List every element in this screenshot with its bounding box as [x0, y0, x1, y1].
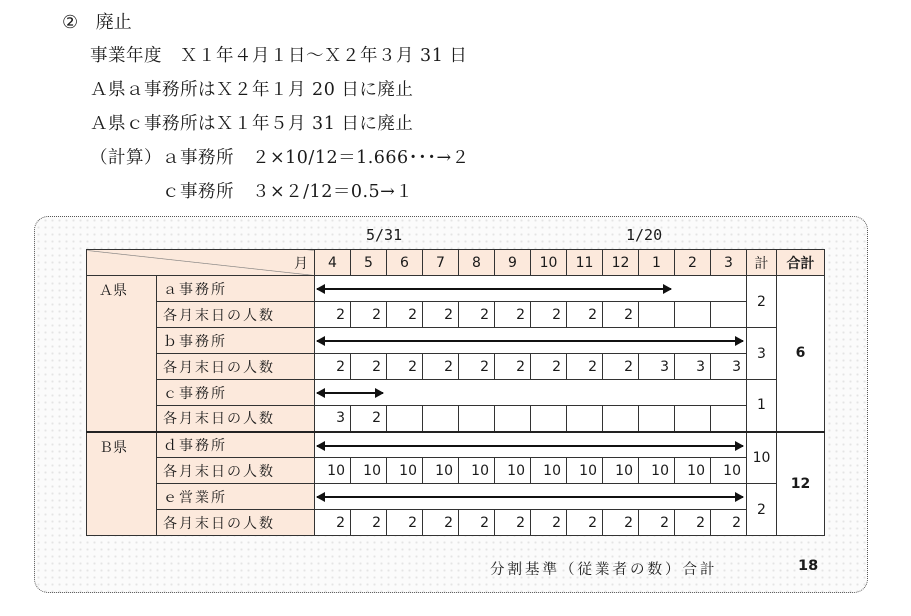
month-count-cell: 2	[531, 354, 567, 380]
month-count-cell	[567, 406, 603, 432]
month-count-cell: 2	[567, 302, 603, 328]
month-header-10: 10	[531, 250, 567, 276]
month-count-cell: 2	[351, 302, 387, 328]
month-count-cell	[675, 406, 711, 432]
month-count-cell: 3	[711, 354, 747, 380]
office-kei: 10	[747, 432, 777, 484]
count-row-label: 各月末日の人数	[157, 510, 315, 536]
month-count-cell: 2	[495, 302, 531, 328]
office-row	[87, 432, 825, 458]
office-name: ｃ事務所	[157, 380, 315, 406]
month-count-cell: 2	[315, 302, 351, 328]
month-header-11: 11	[567, 250, 603, 276]
count-row	[87, 458, 825, 484]
calculation-c-line: ｃ事務所 ３×２/12＝0.5→１	[90, 182, 414, 202]
month-count-cell: 10	[459, 458, 495, 484]
month-count-cell: 2	[639, 510, 675, 536]
period-bar-cell	[315, 380, 747, 406]
office-row	[87, 276, 825, 302]
month-count-cell: 10	[495, 458, 531, 484]
month-count-cell: 10	[387, 458, 423, 484]
month-header-9: 9	[495, 250, 531, 276]
prefecture-label: Ａ県	[87, 276, 157, 432]
period-bar-cell	[315, 484, 747, 510]
operating-period-arrow	[317, 445, 743, 447]
month-count-cell: 2	[387, 302, 423, 328]
month-count-cell: 10	[423, 458, 459, 484]
month-count-cell: 3	[675, 354, 711, 380]
month-count-cell: 2	[387, 354, 423, 380]
month-count-cell: 2	[675, 510, 711, 536]
closure-marker-a: 1/20	[626, 226, 663, 244]
operating-period-arrow	[317, 392, 383, 394]
month-count-cell: 2	[459, 302, 495, 328]
period-bar-cell	[315, 432, 747, 458]
month-count-cell: 2	[603, 302, 639, 328]
fiscal-year-line: 事業年度 Ｘ１年４月１日～Ｘ２年３月 31 日	[90, 46, 468, 66]
month-count-cell	[459, 406, 495, 432]
employee-count-table	[86, 249, 825, 536]
count-row-label: 各月末日の人数	[157, 354, 315, 380]
month-count-cell: 10	[351, 458, 387, 484]
month-header-12: 12	[603, 250, 639, 276]
month-count-cell: 2	[495, 354, 531, 380]
count-row-label: 各月末日の人数	[157, 458, 315, 484]
office-name: ａ事務所	[157, 276, 315, 302]
closure-marker-c: 5/31	[366, 226, 403, 244]
month-count-cell: 10	[711, 458, 747, 484]
month-count-cell	[675, 302, 711, 328]
month-count-cell	[495, 406, 531, 432]
month-header-6: 6	[387, 250, 423, 276]
month-count-cell: 2	[423, 302, 459, 328]
month-count-cell: 10	[603, 458, 639, 484]
header-row	[87, 250, 825, 276]
month-count-cell	[423, 406, 459, 432]
month-count-cell: 10	[315, 458, 351, 484]
month-count-cell: 2	[567, 510, 603, 536]
count-row-label: 各月末日の人数	[157, 406, 315, 432]
office-name: ｄ事務所	[157, 432, 315, 458]
month-count-cell: 2	[531, 510, 567, 536]
gokei-header: 合計	[777, 250, 825, 276]
month-count-cell: 2	[351, 510, 387, 536]
prefecture-gokei: 6	[777, 276, 825, 432]
month-count-cell: 10	[639, 458, 675, 484]
month-header-8: 8	[459, 250, 495, 276]
month-count-cell: 2	[711, 510, 747, 536]
footer-label: 分割基準（従業者の数）合計	[490, 562, 718, 578]
count-row-label: 各月末日の人数	[157, 302, 315, 328]
month-count-cell	[711, 406, 747, 432]
office-a-closure-line: Ａ県ａ事務所はＸ２年１月 20 日に廃止	[90, 80, 414, 100]
month-count-cell: 2	[315, 510, 351, 536]
month-count-cell: 10	[567, 458, 603, 484]
month-count-cell: 3	[315, 406, 351, 432]
operating-period-arrow	[317, 288, 671, 290]
month-count-cell: 10	[531, 458, 567, 484]
period-bar-cell	[315, 328, 747, 354]
count-row	[87, 354, 825, 380]
month-header-1: 1	[639, 250, 675, 276]
footer-total: 18	[798, 558, 819, 574]
month-corner-header: 月	[87, 250, 315, 276]
period-bar-cell	[315, 276, 747, 302]
month-count-cell	[639, 406, 675, 432]
month-count-cell	[603, 406, 639, 432]
section-heading	[62, 8, 132, 34]
month-header-4: 4	[315, 250, 351, 276]
month-count-cell: 2	[459, 354, 495, 380]
section-number: ②	[62, 12, 79, 33]
month-count-cell: 2	[423, 510, 459, 536]
month-count-cell: 2	[531, 302, 567, 328]
office-kei: 1	[747, 380, 777, 432]
prefecture-label: Ｂ県	[87, 432, 157, 536]
month-count-cell: 2	[315, 354, 351, 380]
calculation-a-line: （計算）ａ事務所 ２×10/12＝1.666･･･→２	[90, 148, 470, 168]
office-c-closure-line: Ａ県ｃ事務所はＸ１年５月 31 日に廃止	[90, 114, 414, 134]
month-count-cell: 2	[603, 510, 639, 536]
month-count-cell: 2	[495, 510, 531, 536]
month-header-3: 3	[711, 250, 747, 276]
month-count-cell: 2	[423, 354, 459, 380]
operating-period-arrow	[317, 340, 743, 342]
count-row	[87, 406, 825, 432]
month-header-7: 7	[423, 250, 459, 276]
month-header-5: 5	[351, 250, 387, 276]
month-count-cell: 2	[387, 510, 423, 536]
month-count-cell: 3	[639, 354, 675, 380]
month-count-cell: 10	[675, 458, 711, 484]
month-count-cell: 2	[603, 354, 639, 380]
office-kei: 2	[747, 276, 777, 328]
month-count-cell: 2	[459, 510, 495, 536]
office-name: ｅ営業所	[157, 484, 315, 510]
office-row	[87, 328, 825, 354]
month-count-cell: 2	[351, 406, 387, 432]
month-count-cell	[711, 302, 747, 328]
office-row	[87, 484, 825, 510]
operating-period-arrow	[317, 496, 743, 498]
office-name: ｂ事務所	[157, 328, 315, 354]
month-count-cell	[639, 302, 675, 328]
prefecture-gokei: 12	[777, 432, 825, 536]
month-count-cell: 2	[567, 354, 603, 380]
kei-header: 計	[747, 250, 777, 276]
office-kei: 2	[747, 484, 777, 536]
month-header-2: 2	[675, 250, 711, 276]
count-row	[87, 302, 825, 328]
office-row	[87, 380, 825, 406]
month-count-cell: 2	[351, 354, 387, 380]
section-title: 廃止	[95, 12, 132, 33]
month-count-cell	[387, 406, 423, 432]
office-kei: 3	[747, 328, 777, 380]
count-row	[87, 510, 825, 536]
month-count-cell	[531, 406, 567, 432]
